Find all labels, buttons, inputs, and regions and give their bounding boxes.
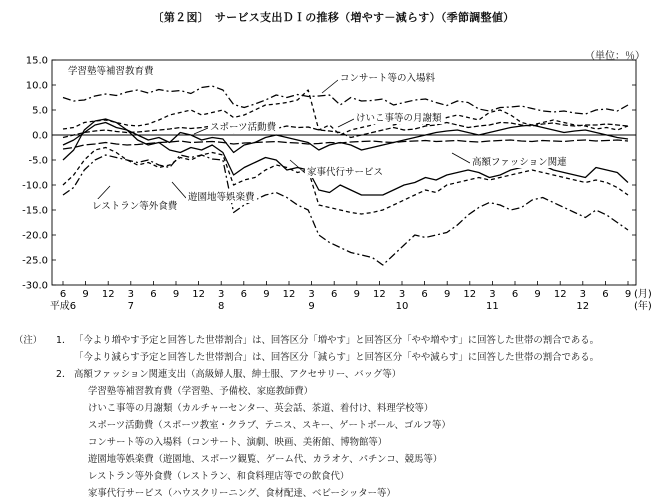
annotation-leader — [194, 128, 208, 134]
annotation-label: けいこ事等の月謝類 — [356, 112, 442, 124]
x-year-suffix: (年) — [634, 299, 652, 312]
y-tick-label: -25.0 — [22, 256, 48, 267]
note-number-1: 1． — [56, 332, 74, 349]
x-year-label: 7 — [128, 301, 134, 312]
notes-block — [14, 332, 664, 502]
x-tick-label: 6 — [602, 289, 608, 300]
note-label: （注） — [14, 332, 56, 349]
note-item-text: けいこ事等の月謝類（カルチャーセンター、英会話、茶道、着付け、料理学校等） — [88, 400, 433, 417]
annotation-label: コンサート等の入場料 — [340, 72, 436, 84]
note-1-line-2-row — [14, 349, 664, 366]
x-tick-label: 3 — [218, 289, 224, 300]
annotation-leader — [172, 182, 186, 198]
y-tick-label: 0.0 — [32, 131, 48, 142]
x-month-suffix: (月) — [634, 288, 652, 300]
series-line-0 — [63, 86, 628, 114]
x-tick-label: 12 — [463, 289, 476, 300]
annotation-leader — [322, 80, 338, 93]
x-axis — [50, 281, 667, 312]
y-tick-label: -10.0 — [22, 181, 48, 192]
note-item-text: スポーツ活動費（スポーツ教室・クラブ、テニス、スキー、ゲートボール、ゴルフ等） — [88, 417, 451, 434]
x-year-label: 11 — [486, 301, 499, 312]
annotation-leader — [452, 153, 470, 163]
note-2 — [14, 366, 664, 383]
y-tick-label: 10.0 — [26, 81, 48, 92]
note-item-text: 遊園地等娯楽費（遊園地、スポーツ観覧、ゲーム代、カラオケ、パチンコ、競馬等） — [88, 451, 442, 468]
annotation-leader — [96, 186, 110, 201]
x-tick-label: 12 — [192, 289, 205, 300]
y-tick-label: -5.0 — [28, 156, 48, 167]
annotation-leader — [290, 160, 305, 173]
x-year-label: 12 — [576, 301, 589, 312]
note-1-line-2: 「今より減らす予定と回答した世帯割合」は、回答区分「減らす」と回答区分「やや減らす」に回答した世帯の割合である。 — [74, 349, 599, 366]
x-year-label: 平成6 — [50, 299, 76, 312]
annotation-label: レストラン等外食費 — [92, 200, 178, 212]
unit-label: （単位：％） — [585, 47, 645, 62]
y-tick-label: -15.0 — [22, 206, 48, 217]
note-item-text: コンサート等の入場料（コンサート、演劇、映画、美術館、博物館等） — [88, 434, 387, 451]
x-tick-label: 12 — [283, 289, 296, 300]
x-tick-label: 9 — [82, 289, 88, 300]
annotation-leader — [338, 119, 354, 127]
note-1-line-1: 「今より増やす予定と回答した世帯割合」は、回答区分「増やす」と回答区分「やや増やす」に回答した世帯の割合である。 — [74, 332, 599, 349]
x-year-label: 8 — [218, 301, 224, 312]
note-item — [14, 485, 664, 502]
x-year-label: 10 — [396, 301, 409, 312]
x-tick-label: 12 — [554, 289, 567, 300]
note-2-line-1: 高額ファッション関連支出（高級婦人服、紳士服、アクセサリー、バッグ等） — [74, 366, 401, 383]
x-tick-label: 3 — [580, 289, 586, 300]
annotation-label: スポーツ活動費 — [210, 121, 277, 133]
x-tick-label: 6 — [241, 289, 247, 300]
y-tick-label: 5.0 — [32, 106, 48, 117]
x-tick-label: 12 — [102, 289, 115, 300]
y-tick-label: -20.0 — [22, 231, 48, 242]
x-tick-label: 9 — [444, 289, 450, 300]
note-item-text: 家事代行サービス（ハウスクリーニング、食材配達、ベビーシッター等） — [88, 485, 396, 502]
note-item — [14, 417, 664, 434]
x-tick-label: 3 — [308, 289, 314, 300]
note-item — [14, 383, 664, 400]
x-tick-label: 3 — [399, 289, 405, 300]
y-tick-label: -30.0 — [22, 281, 48, 292]
x-tick-label: 3 — [128, 289, 134, 300]
note-number-2: 2． — [56, 366, 74, 383]
chart-title: 〔第２図〕 サービス支出ＤＩの推移（増やす－減らす）（季節調整値） — [0, 9, 667, 25]
x-tick-label: 9 — [354, 289, 360, 300]
annotation-label: 遊園地等娯楽費 — [188, 191, 255, 203]
series-line-3 — [63, 123, 628, 153]
x-tick-label: 6 — [331, 289, 337, 300]
x-tick-label: 9 — [534, 289, 540, 300]
note-item-text: レストラン等外食費（レストラン、和食料理店等での飲食代） — [88, 468, 349, 485]
note-1 — [14, 332, 664, 349]
x-tick-label: 9 — [263, 289, 269, 300]
note-item-text: 学習塾等補習教育費（学習塾、予備校、家庭教師費） — [88, 383, 313, 400]
y-tick-label: 15.0 — [26, 56, 48, 67]
annotation-label: 高額ファッション関連 — [472, 156, 567, 168]
x-tick-label: 6 — [421, 289, 427, 300]
annotation-label: 学習塾等補習教育費 — [68, 65, 154, 77]
x-year-label: 9 — [308, 301, 314, 312]
x-tick-label: 6 — [150, 289, 156, 300]
x-tick-label: 9 — [625, 289, 631, 300]
x-tick-label: 6 — [60, 289, 66, 300]
x-tick-label: 6 — [512, 289, 518, 300]
note-item — [14, 468, 664, 485]
x-tick-label: 3 — [489, 289, 495, 300]
note-item — [14, 451, 664, 468]
x-tick-label: 12 — [373, 289, 386, 300]
x-tick-label: 9 — [173, 289, 179, 300]
annotation-label: 家事代行サービス — [307, 166, 383, 178]
note-item — [14, 400, 664, 417]
note-item — [14, 434, 664, 451]
